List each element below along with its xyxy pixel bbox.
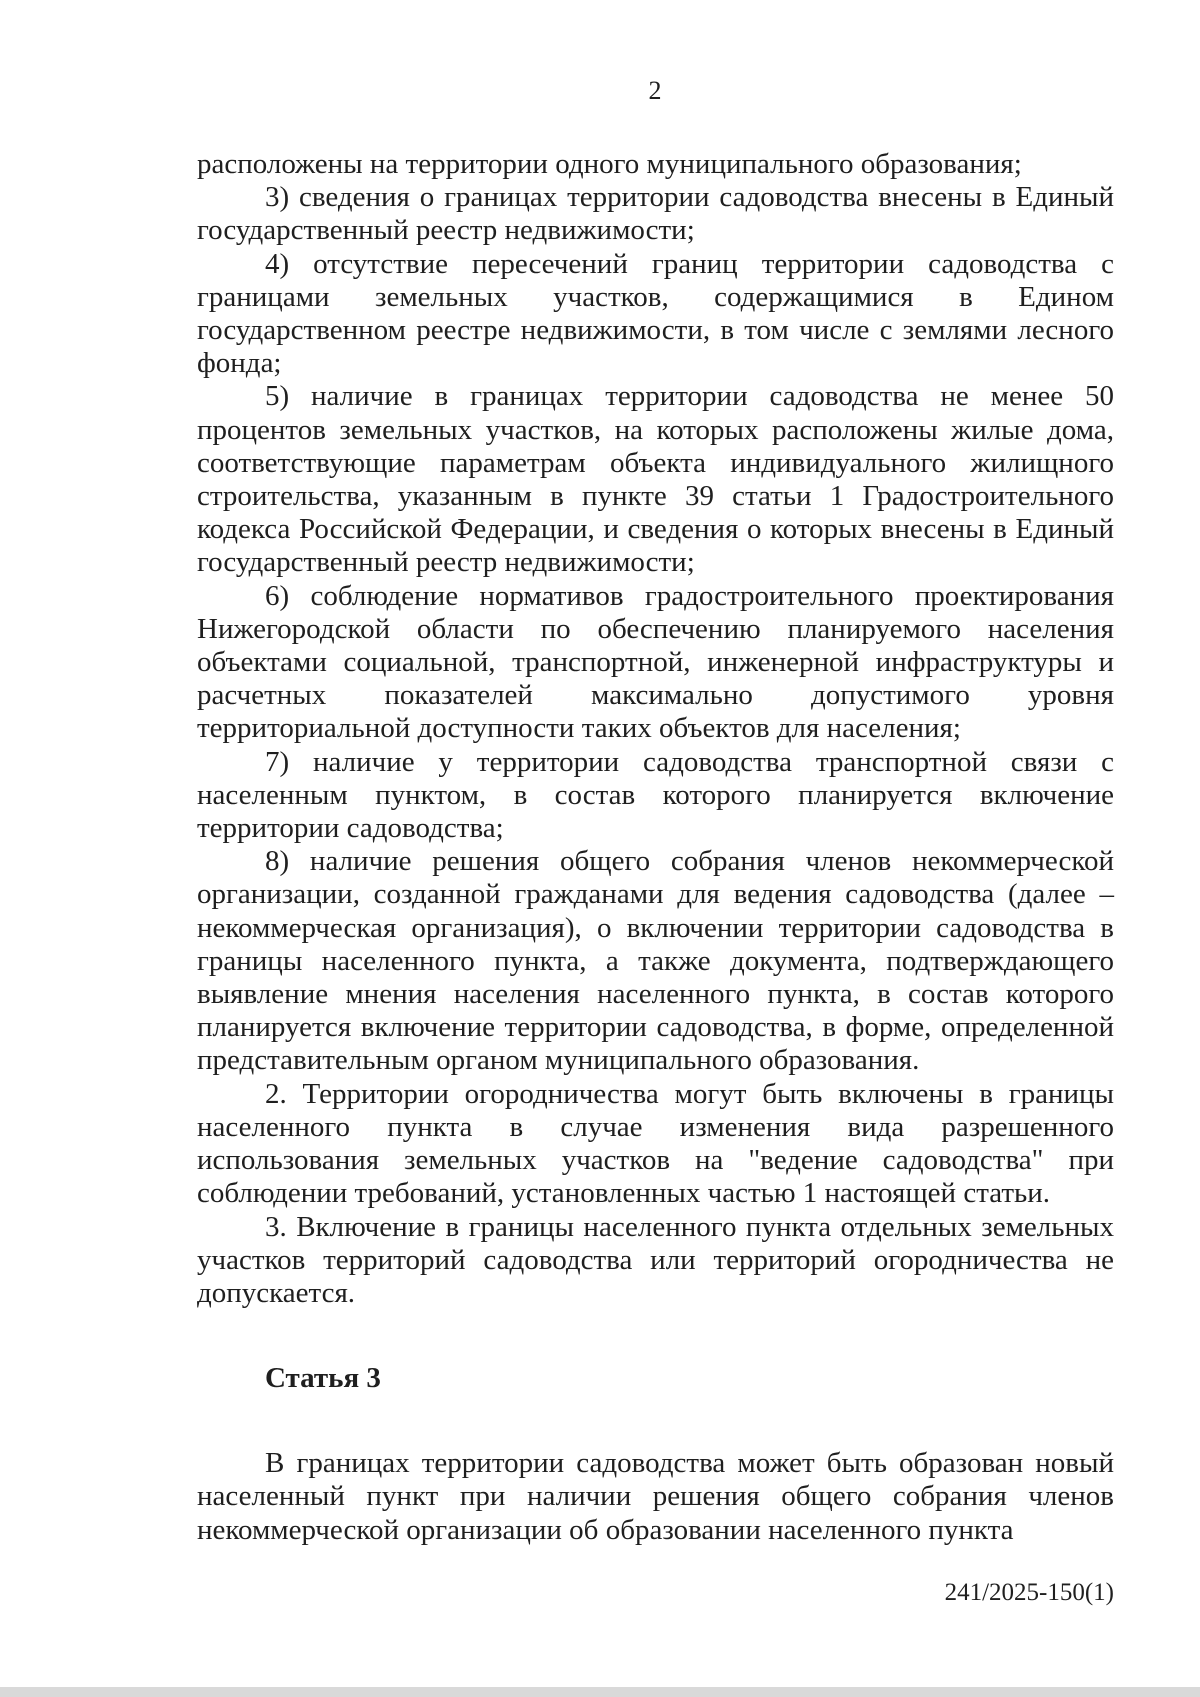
paragraph-item-8: 8) наличие решения общего собрания членов некоммерческой организации, созданной гражданами для ведения садоводства (далее – некоммерческая организация), о включении территории садоводства в границы населенного пункта, а также документа, подтверждающего выявление мнения населения населенного пункта, в состав которого планируется включение территории садоводства, в форме, определенной представительным органом муниципального образования. — [197, 845, 1114, 1077]
paragraph-part-2: 2. Территории огородничества могут быть включены в границы населенного пункта в случае изменения вида разрешенного использования земельных участков на "ведение садоводства" при соблюдении требований, установленных частью 1 настоящей статьи. — [197, 1077, 1114, 1210]
paragraph-item-4: 4) отсутствие пересечений границ территории садоводства с границами земельных участков, содержащимися в Едином государственном реестре недвижимости, в том числе с землями лесного фонда; — [197, 247, 1114, 380]
scan-bottom-edge — [0, 1687, 1200, 1697]
document-body — [197, 148, 1114, 1547]
paragraph-continuation: расположены на территории одного муниципального образования; — [197, 148, 1022, 180]
paragraph-item-7: 7) наличие у территории садоводства транспортной связи с населенным пунктом, в состав которого планируется включение территории садоводства; — [197, 745, 1114, 845]
article-heading: Статья 3 — [265, 1362, 381, 1395]
document-number: 241/2025-150(1) — [944, 1579, 1114, 1606]
article-3-paragraph: В границах территории садоводства может быть образован новый населенный пункт при наличии решения общего собрания членов некоммерческой организации об образовании населенного пункта — [197, 1447, 1114, 1546]
page-number: 2 — [648, 76, 662, 105]
paragraph-item-3: 3) сведения о границах территории садоводства внесены в Единый государственный реестр недвижимости; — [197, 181, 1114, 247]
paragraph-part-3: 3. Включение в границы населенного пункта отдельных земельных участков территорий садоводства или территорий огородничества не допускается. — [197, 1210, 1114, 1309]
paragraph-item-6: 6) соблюдение нормативов градостроительного проектирования Нижегородской области по обеспечению планируемого населения объектами социальной, транспортной, инженерной инфраструктуры и расчетных показателей максимально допустимого уровня территориальной доступности таких объектов для населения; — [197, 579, 1114, 745]
paragraph-item-5: 5) наличие в границах территории садоводства не менее 50 процентов земельных участков, на которых расположены жилые дома, соответствующие параметрам объекта индивидуального жилищного строительства, указанным в пункте 39 статьи 1 Градостроительного кодекса Российской Федерации, и сведения о которых внесены в Единый государственный реестр недвижимости; — [197, 380, 1114, 579]
